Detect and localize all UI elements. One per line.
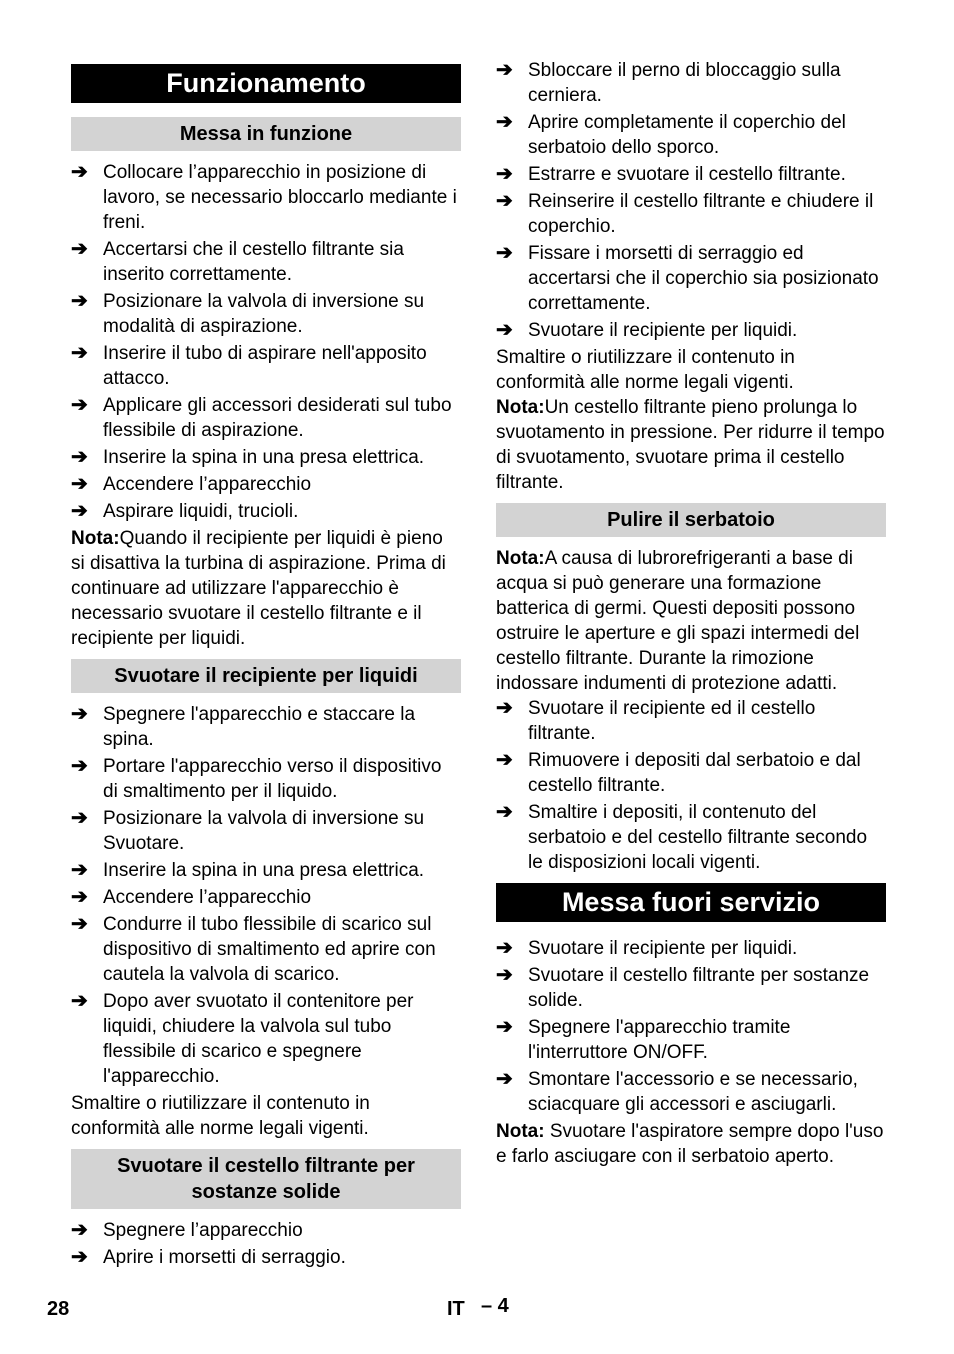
list-item: ➔ Posizionare la valvola di inversione su modalità di aspirazione. [71,290,425,337]
arrow-icon: ➔ [496,242,513,264]
note-label: Nota: [496,1121,545,1142]
list-item: ➔ Svuotare il recipiente per liquidi. [496,937,798,959]
subheading-pulire-serbatoio: Pulire il serbatoio [496,503,886,537]
list-item: ➔ Smaltire i depositi, il contenuto del serbatoio e del cestello filtrante secondo le disposizioni locali vigenti. [496,801,868,873]
list-item: ➔ Applicare gli accessori desiderati sul tubo flessibile di aspirazione. [71,394,452,441]
arrow-icon: ➔ [496,190,513,212]
disposal-paragraph: Smaltire o riutilizzare il contenuto in conformità alle norme legali vigenti. [71,1093,370,1139]
list-item: ➔ Spegnere l’apparecchio [71,1219,303,1241]
arrow-icon: ➔ [71,886,88,908]
section-title-messa-fuori-servizio: Messa fuori servizio [496,883,886,922]
note-label: Nota: [496,548,545,569]
list-item: ➔ Svuotare il recipiente per liquidi. [496,319,798,341]
steps-svuotare-cestello-continued [496,58,886,343]
list-item: ➔ Accendere l’apparecchio [71,886,312,908]
note-paragraph: Nota:Un cestello filtrante pieno prolunga lo svuotamento in pressione. Per ridurre il tempo di svuotamento, svuotare prima il cestello filtrante. [496,397,885,493]
arrow-icon: ➔ [71,238,88,260]
list-item: ➔ Spegnere l'apparecchio e staccare la spina. [71,703,416,750]
arrow-icon: ➔ [71,703,88,725]
section-page-number: – 4 [481,1295,509,1317]
arrow-icon: ➔ [71,807,88,829]
arrow-icon: ➔ [71,1246,88,1268]
arrow-icon: ➔ [496,937,513,959]
list-item: ➔ Estrarre e svuotare il cestello filtrante. [496,163,846,185]
arrow-icon: ➔ [496,319,513,341]
list-item: ➔ Svuotare il cestello filtrante per sostanze solide. [496,964,870,1011]
language-code: IT [447,1298,465,1320]
note-label: Nota: [71,528,120,549]
arrow-icon: ➔ [496,163,513,185]
section-title-funzionamento: Funzionamento [71,64,461,103]
list-item: ➔ Inserire il tubo di aspirare nell'apposito attacco. [71,342,427,389]
arrow-icon: ➔ [71,990,88,1012]
arrow-icon: ➔ [496,1068,513,1090]
steps-messa-in-funzione [71,160,461,524]
list-item: ➔ Aprire i morsetti di serraggio. [71,1246,346,1268]
left-column [71,64,461,1272]
list-item: ➔ Inserire la spina in una presa elettrica. [71,859,425,881]
steps-messa-fuori-servizio [496,936,886,1117]
note-paragraph: Nota:Quando il recipiente per liquidi è pieno si disattiva la turbina di aspirazione. Prima di continuare ad utilizzare l'apparecchio è necessario svuotare il cestello filtrante e il recipiente per liquidi. [71,528,446,649]
list-item: ➔ Svuotare il recipiente ed il cestello filtrante. [496,697,816,744]
subheading-svuotare-recipiente: Svuotare il recipiente per liquidi [71,659,461,693]
arrow-icon: ➔ [71,342,88,364]
note-paragraph: Nota: Svuotare l'aspiratore sempre dopo l'uso e farlo asciugare con il serbatoio aperto. [496,1121,884,1167]
right-column [496,58,886,1169]
arrow-icon: ➔ [71,859,88,881]
subheading-messa-in-funzione: Messa in funzione [71,117,461,151]
arrow-icon: ➔ [71,290,88,312]
list-item: ➔ Aspirare liquidi, trucioli. [71,500,299,522]
arrow-icon: ➔ [71,473,88,495]
list-item: ➔ Smontare l'accessorio e se necessario, sciacquare gli accessori e asciugarli. [496,1068,858,1115]
list-item: ➔ Sbloccare il perno di bloccaggio sulla cerniera. [496,59,841,106]
note-paragraph: Nota:A causa di lubrorefrigeranti a base di acqua si può generare una formazione batterica di germi. Questi depositi possono ostruire le aperture e gli spazi intermedi del cestello filtrante. Durante la rimozione indossare indumenti di protezione adatti. [496,548,860,694]
arrow-icon: ➔ [496,697,513,719]
list-item: ➔ Rimuovere i depositi dal serbatoio e dal cestello filtrante. [496,749,861,796]
list-item: ➔ Aprire completamente il coperchio del serbatoio dello sporco. [496,111,846,158]
arrow-icon: ➔ [71,755,88,777]
list-item: ➔ Spegnere l'apparecchio tramite l'interruttore ON/OFF. [496,1016,791,1063]
list-item: ➔ Inserire la spina in una presa elettrica. [71,446,425,468]
page-number: 28 [47,1298,70,1320]
list-item: ➔ Accertarsi che il cestello filtrante sia inserito correttamente. [71,238,404,285]
list-item: ➔ Condurre il tubo flessibile di scarico sul dispositivo di smaltimento ed aprire con cautela la valvola di scarico. [71,913,436,985]
list-item: ➔ Accendere l’apparecchio [71,473,312,495]
arrow-icon: ➔ [71,500,88,522]
arrow-icon: ➔ [71,913,88,935]
arrow-icon: ➔ [496,111,513,133]
arrow-icon: ➔ [496,801,513,823]
list-item: ➔ Collocare l’apparecchio in posizione di lavoro, se necessario bloccarlo mediante i freni. [71,161,457,233]
steps-svuotare-recipiente [71,702,461,1089]
steps-svuotare-cestello [71,1218,461,1270]
list-item: ➔ Dopo aver svuotato il contenitore per liquidi, chiudere la valvola sul tubo flessibile di scarico e spegnere l'apparecchio. [71,990,414,1087]
arrow-icon: ➔ [71,394,88,416]
list-item: ➔ Fissare i morsetti di serraggio ed accertarsi che il coperchio sia posizionato correttamente. [496,242,879,314]
arrow-icon: ➔ [71,161,88,183]
list-item: ➔ Reinserire il cestello filtrante e chiudere il coperchio. [496,190,874,237]
disposal-paragraph: Smaltire o riutilizzare il contenuto in conformità alle norme legali vigenti. [496,347,795,393]
arrow-icon: ➔ [71,1219,88,1241]
arrow-icon: ➔ [496,749,513,771]
list-item: ➔ Portare l'apparecchio verso il dispositivo di smaltimento per il liquido. [71,755,442,802]
arrow-icon: ➔ [496,964,513,986]
arrow-icon: ➔ [496,59,513,81]
list-item: ➔ Posizionare la valvola di inversione su Svuotare. [71,807,425,854]
subheading-svuotare-cestello: Svuotare il cestello filtrante per sostanze solide [71,1149,461,1209]
steps-pulire-serbatoio [496,696,886,875]
arrow-icon: ➔ [496,1016,513,1038]
note-label: Nota: [496,397,545,418]
arrow-icon: ➔ [71,446,88,468]
